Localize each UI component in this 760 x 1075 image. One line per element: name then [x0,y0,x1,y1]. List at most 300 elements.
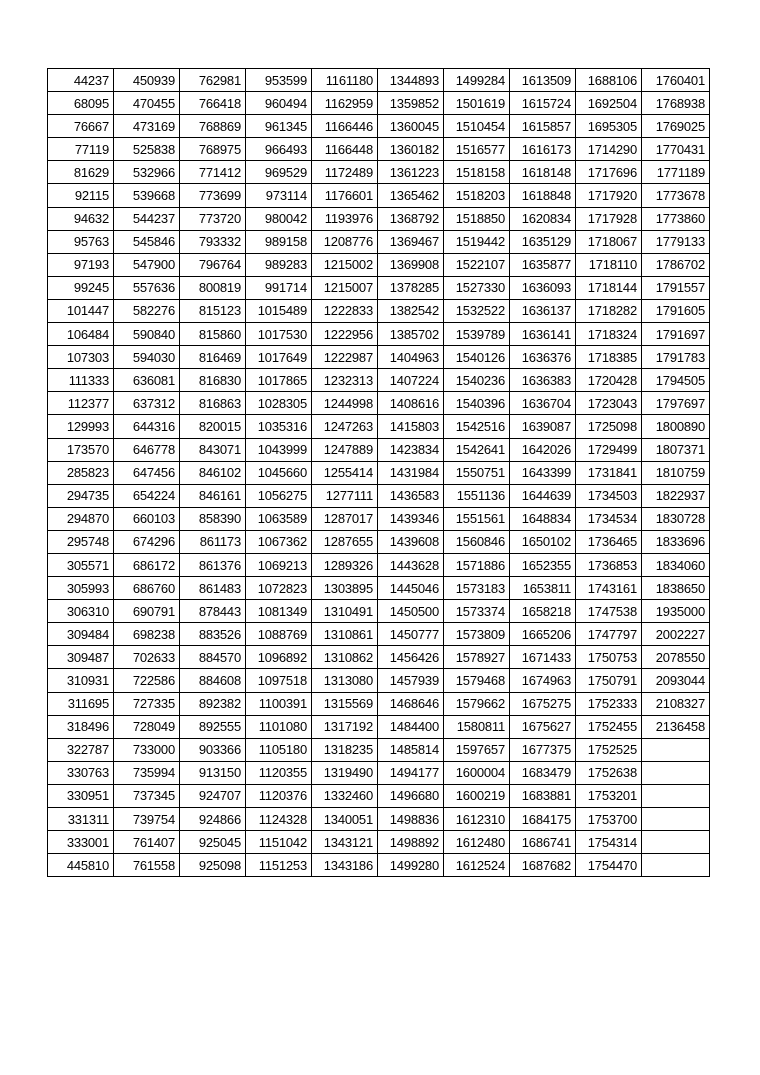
table-cell: 1734534 [576,507,642,530]
table-cell: 111333 [48,369,114,392]
table-row [48,392,710,415]
table-row [48,784,710,807]
table-cell: 883526 [180,623,246,646]
table-cell: 1222833 [312,299,378,322]
table-cell: 68095 [48,92,114,115]
table-cell: 545846 [114,230,180,253]
table-cell: 309487 [48,646,114,669]
table-row [48,230,710,253]
table-cell: 1232313 [312,369,378,392]
table-cell: 1015489 [246,299,312,322]
table-cell: 1501619 [444,92,510,115]
table-cell [642,831,710,854]
table-cell: 761407 [114,831,180,854]
table-cell: 1752333 [576,692,642,715]
table-cell: 539668 [114,184,180,207]
table-cell: 1043999 [246,438,312,461]
table-cell: 1718144 [576,276,642,299]
table-row [48,600,710,623]
table-cell: 674296 [114,530,180,553]
table-cell: 1519442 [444,230,510,253]
table-cell: 1791697 [642,323,710,346]
table-cell: 547900 [114,253,180,276]
table-cell: 1773678 [642,184,710,207]
table-row [48,161,710,184]
table-cell: 1686741 [510,831,576,854]
table-cell: 1343186 [312,854,378,877]
table-cell: 1571886 [444,553,510,576]
table-row [48,507,710,530]
table-cell: 1431984 [378,461,444,484]
table-cell: 1151042 [246,831,312,854]
table-cell: 2078550 [642,646,710,669]
table-cell: 532966 [114,161,180,184]
table-cell: 1539789 [444,323,510,346]
table-cell: 1532522 [444,299,510,322]
table-cell: 1770431 [642,138,710,161]
table-cell: 99245 [48,276,114,299]
table-cell: 1753201 [576,784,642,807]
table-cell: 322787 [48,738,114,761]
table-cell: 1310862 [312,646,378,669]
table-cell: 1045660 [246,461,312,484]
table-cell: 1768938 [642,92,710,115]
table-cell: 1810759 [642,461,710,484]
table-cell: 1834060 [642,553,710,576]
table-cell: 1151253 [246,854,312,877]
table-cell: 1692504 [576,92,642,115]
table-cell: 686760 [114,577,180,600]
table-cell: 644316 [114,415,180,438]
table-cell: 1542516 [444,415,510,438]
table-cell: 773720 [180,207,246,230]
table-cell: 112377 [48,392,114,415]
table-cell: 1551561 [444,507,510,530]
table-cell: 698238 [114,623,180,646]
table-cell: 1648834 [510,507,576,530]
table-cell: 1597657 [444,738,510,761]
table-cell: 1760401 [642,69,710,92]
table-cell: 861173 [180,530,246,553]
table-cell: 1750753 [576,646,642,669]
table-cell: 768869 [180,115,246,138]
table-row [48,184,710,207]
table-cell: 1791557 [642,276,710,299]
table-cell: 1439608 [378,530,444,553]
table-row [48,138,710,161]
table-cell: 1450500 [378,600,444,623]
table-row [48,646,710,669]
table-cell: 445810 [48,854,114,877]
table-cell: 1069213 [246,553,312,576]
table-cell: 969529 [246,161,312,184]
table-cell: 44237 [48,69,114,92]
table-cell: 1771189 [642,161,710,184]
table-cell: 309484 [48,623,114,646]
table-cell: 1088769 [246,623,312,646]
table-cell: 1361223 [378,161,444,184]
table-cell: 1618848 [510,184,576,207]
table-row [48,692,710,715]
table-cell: 473169 [114,115,180,138]
table-cell: 1580811 [444,715,510,738]
table-cell: 925098 [180,854,246,877]
table-cell: 735994 [114,761,180,784]
table-cell: 1176601 [312,184,378,207]
table-cell: 924707 [180,784,246,807]
table-cell: 1056275 [246,484,312,507]
table-cell: 1332460 [312,784,378,807]
table-row [48,831,710,854]
table-cell: 310931 [48,669,114,692]
table-cell: 305993 [48,577,114,600]
table-cell: 1550751 [444,461,510,484]
table-cell: 1636141 [510,323,576,346]
table-cell: 1573809 [444,623,510,646]
table-cell: 1754314 [576,831,642,854]
table-cell: 1540396 [444,392,510,415]
table-cell: 1718067 [576,230,642,253]
table-cell: 1687682 [510,854,576,877]
table-cell: 1247889 [312,438,378,461]
table-cell: 800819 [180,276,246,299]
table-cell: 816863 [180,392,246,415]
table-cell: 1518158 [444,161,510,184]
table-cell: 924866 [180,808,246,831]
table-cell: 77119 [48,138,114,161]
table-cell: 2002227 [642,623,710,646]
table-cell: 1522107 [444,253,510,276]
table-cell: 106484 [48,323,114,346]
table-cell: 1643399 [510,461,576,484]
table-cell: 1404963 [378,346,444,369]
table-cell: 525838 [114,138,180,161]
table-cell: 861376 [180,553,246,576]
table-cell: 861483 [180,577,246,600]
table-cell: 1319490 [312,761,378,784]
table-cell: 1287655 [312,530,378,553]
table-cell: 1612480 [444,831,510,854]
table-cell: 1615857 [510,115,576,138]
table-cell: 1791783 [642,346,710,369]
table-cell: 1172489 [312,161,378,184]
table-cell: 1017649 [246,346,312,369]
table-row [48,92,710,115]
table-cell: 1752525 [576,738,642,761]
table-cell: 1636093 [510,276,576,299]
table-cell: 1289326 [312,553,378,576]
table-cell: 766418 [180,92,246,115]
table-cell: 686172 [114,553,180,576]
table-cell: 647456 [114,461,180,484]
table-cell: 1830728 [642,507,710,530]
table-cell: 727335 [114,692,180,715]
table-cell: 858390 [180,507,246,530]
table-cell: 1674963 [510,669,576,692]
table-cell: 1718324 [576,323,642,346]
table-cell: 1720428 [576,369,642,392]
table-cell: 557636 [114,276,180,299]
table-cell: 1786702 [642,253,710,276]
table-cell: 1807371 [642,438,710,461]
table-cell: 1616173 [510,138,576,161]
table-cell: 1636137 [510,299,576,322]
table-cell: 330763 [48,761,114,784]
table-cell: 92115 [48,184,114,207]
table-cell: 1382542 [378,299,444,322]
table-cell: 1208776 [312,230,378,253]
table-cell: 294735 [48,484,114,507]
table-cell: 2093044 [642,669,710,692]
table-cell: 1510454 [444,115,510,138]
table-cell: 1247263 [312,415,378,438]
table-cell: 1423834 [378,438,444,461]
table-cell: 1415803 [378,415,444,438]
table-cell: 1378285 [378,276,444,299]
table-cell: 1100391 [246,692,312,715]
table-cell: 1658218 [510,600,576,623]
table-cell: 1791605 [642,299,710,322]
table-cell: 1439346 [378,507,444,530]
table-cell: 1310491 [312,600,378,623]
table-cell: 660103 [114,507,180,530]
table-row [48,738,710,761]
table-cell: 582276 [114,299,180,322]
table-cell: 1613509 [510,69,576,92]
table-cell: 1518203 [444,184,510,207]
table-cell: 1369908 [378,253,444,276]
table-cell: 1494177 [378,761,444,784]
table-row [48,715,710,738]
table-cell: 81629 [48,161,114,184]
table-cell: 333001 [48,831,114,854]
table-cell: 953599 [246,69,312,92]
table-cell: 1600219 [444,784,510,807]
table-cell: 654224 [114,484,180,507]
table-cell: 1723043 [576,392,642,415]
table-cell: 1516577 [444,138,510,161]
table-cell: 796764 [180,253,246,276]
table-cell: 1794505 [642,369,710,392]
table-cell: 1652355 [510,553,576,576]
table-cell: 1244998 [312,392,378,415]
table-cell: 1450777 [378,623,444,646]
table-cell: 1822937 [642,484,710,507]
table-cell: 1124328 [246,808,312,831]
table-cell: 1578927 [444,646,510,669]
table-cell: 1639087 [510,415,576,438]
table-cell: 793332 [180,230,246,253]
table-cell: 913150 [180,761,246,784]
table-cell: 1496680 [378,784,444,807]
table-cell: 1303895 [312,577,378,600]
table-cell: 646778 [114,438,180,461]
table-cell: 739754 [114,808,180,831]
table-cell: 1067362 [246,530,312,553]
table-cell: 1615724 [510,92,576,115]
table-cell: 1717920 [576,184,642,207]
table-cell: 903366 [180,738,246,761]
table-cell: 1717696 [576,161,642,184]
table-cell: 961345 [246,115,312,138]
table-cell: 330951 [48,784,114,807]
table-cell: 1750791 [576,669,642,692]
table-cell: 1540126 [444,346,510,369]
table-cell: 1484400 [378,715,444,738]
table-cell: 966493 [246,138,312,161]
table-cell: 1017865 [246,369,312,392]
table-cell: 1101080 [246,715,312,738]
table-body [48,69,710,877]
table-row [48,346,710,369]
table-cell: 1671433 [510,646,576,669]
table-cell: 1315569 [312,692,378,715]
table-cell: 1385702 [378,323,444,346]
table-cell: 1612310 [444,808,510,831]
number-table [47,68,710,877]
table-cell: 1518850 [444,207,510,230]
table-cell: 1665206 [510,623,576,646]
table-cell: 1360045 [378,115,444,138]
table-cell: 1560846 [444,530,510,553]
table-cell: 590840 [114,323,180,346]
table-row [48,461,710,484]
table-cell: 450939 [114,69,180,92]
table-cell: 1612524 [444,854,510,877]
table-cell: 815123 [180,299,246,322]
table-cell: 305571 [48,553,114,576]
table-cell: 1717928 [576,207,642,230]
table-cell: 107303 [48,346,114,369]
table-cell: 1359852 [378,92,444,115]
table-cell: 1498892 [378,831,444,854]
table-cell: 1635877 [510,253,576,276]
table-cell: 544237 [114,207,180,230]
table-cell: 816469 [180,346,246,369]
table-cell: 815860 [180,323,246,346]
table-cell: 1736853 [576,553,642,576]
table-cell: 1105180 [246,738,312,761]
table-cell [642,738,710,761]
table-cell: 1644639 [510,484,576,507]
table-cell: 1365462 [378,184,444,207]
table-cell: 97193 [48,253,114,276]
table-cell: 728049 [114,715,180,738]
table-cell: 771412 [180,161,246,184]
table-cell: 1344893 [378,69,444,92]
table-row [48,761,710,784]
table-cell: 311695 [48,692,114,715]
table-cell: 101447 [48,299,114,322]
table-cell: 94632 [48,207,114,230]
table-cell: 1485814 [378,738,444,761]
table-cell: 1445046 [378,577,444,600]
table-cell: 1677375 [510,738,576,761]
table-cell: 733000 [114,738,180,761]
table-cell: 1277111 [312,484,378,507]
table-cell: 1573374 [444,600,510,623]
table-cell: 737345 [114,784,180,807]
table-cell: 1498836 [378,808,444,831]
table-cell: 636081 [114,369,180,392]
table-cell: 470455 [114,92,180,115]
table-cell [642,854,710,877]
table-cell: 762981 [180,69,246,92]
table-cell: 1120355 [246,761,312,784]
table-cell: 1618148 [510,161,576,184]
table-cell: 1527330 [444,276,510,299]
table-cell: 1653811 [510,577,576,600]
table-row [48,484,710,507]
table-cell: 1675627 [510,715,576,738]
table-cell: 1407224 [378,369,444,392]
table-cell: 846161 [180,484,246,507]
table-cell: 1573183 [444,577,510,600]
table-cell: 1747797 [576,623,642,646]
table-cell: 1736465 [576,530,642,553]
table-cell: 76667 [48,115,114,138]
table-cell: 1675275 [510,692,576,715]
table-cell: 1310861 [312,623,378,646]
table-cell: 1752455 [576,715,642,738]
table-cell: 1222956 [312,323,378,346]
table-cell: 1222987 [312,346,378,369]
table-row [48,808,710,831]
table-cell: 1408616 [378,392,444,415]
table-cell: 1369467 [378,230,444,253]
table-cell: 991714 [246,276,312,299]
table-row [48,207,710,230]
table-row [48,577,710,600]
table-cell: 1368792 [378,207,444,230]
table-cell: 1166448 [312,138,378,161]
table-cell: 1287017 [312,507,378,530]
table-cell: 892555 [180,715,246,738]
table-cell: 1081349 [246,600,312,623]
table-cell: 1313080 [312,669,378,692]
table-cell: 1773860 [642,207,710,230]
table-cell: 1456426 [378,646,444,669]
table-row [48,323,710,346]
table-cell: 884570 [180,646,246,669]
table-cell: 295748 [48,530,114,553]
table-cell: 1838650 [642,577,710,600]
table-cell: 2136458 [642,715,710,738]
table-cell: 1754470 [576,854,642,877]
table-cell: 980042 [246,207,312,230]
table-cell: 1343121 [312,831,378,854]
table-row [48,299,710,322]
table-cell: 1688106 [576,69,642,92]
table-cell: 892382 [180,692,246,715]
table-cell: 989158 [246,230,312,253]
table-cell: 1833696 [642,530,710,553]
table-cell: 1540236 [444,369,510,392]
table-cell: 2108327 [642,692,710,715]
table-cell: 1551136 [444,484,510,507]
table-cell: 318496 [48,715,114,738]
table-cell: 1097518 [246,669,312,692]
table-row [48,438,710,461]
table-cell: 820015 [180,415,246,438]
table-cell: 878443 [180,600,246,623]
table-row [48,530,710,553]
table-cell [642,784,710,807]
table-cell: 1753700 [576,808,642,831]
table-cell: 1499280 [378,854,444,877]
table-row [48,623,710,646]
table-cell: 1642026 [510,438,576,461]
